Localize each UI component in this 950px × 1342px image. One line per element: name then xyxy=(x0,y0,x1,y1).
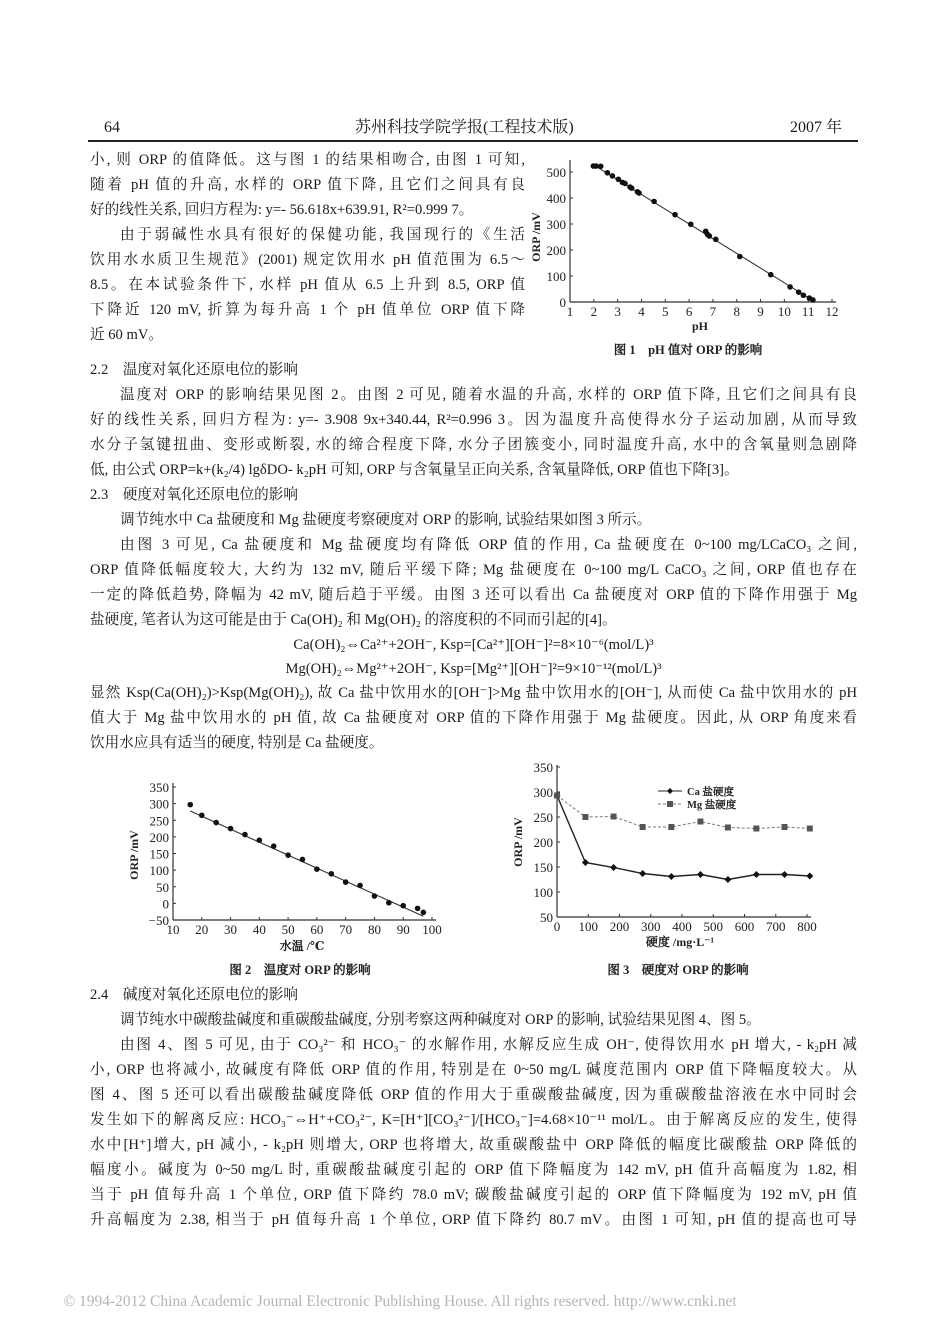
x-tick-label: 80 xyxy=(367,922,381,937)
data-point xyxy=(228,826,234,832)
y-tick-label: 150 xyxy=(533,860,553,875)
data-point xyxy=(753,826,759,832)
y-axis-title: ORP /mV xyxy=(529,212,543,262)
text-line: 升高幅度为 2.38, 相当于 pH 值每升高 1 个单位, ORP 值下降约 80.7 mV。由图 1 可知, pH 值的提高也可导 xyxy=(90,1212,857,1228)
x-tick-label: 0 xyxy=(553,919,561,934)
text-line: 温度对 ORP 的影响结果见图 2。由图 2 可见, 随着水温的升高, 水样的 ORP 值下降, 且它们之间具有良 xyxy=(120,387,857,403)
section-heading: 2.4 碱度对氧化还原电位的影响 xyxy=(90,987,298,1003)
data-point xyxy=(796,289,802,295)
data-point xyxy=(213,820,219,826)
text-line: 图 4、图 5 还可以看出碳酸盐碱度降低 ORP 值的作用大于重碳酸盐碱度, 因为重碳酸盐溶液在水中同时会 xyxy=(90,1087,857,1103)
data-point xyxy=(372,893,378,899)
data-point xyxy=(672,212,678,218)
text-line: 由于弱碱性水具有很好的保健功能, 我国现行的《生活 xyxy=(120,227,525,243)
data-point xyxy=(285,852,291,858)
x-tick-label: 7 xyxy=(709,304,717,319)
x-tick-label: 12 xyxy=(825,304,839,319)
data-point xyxy=(707,233,713,239)
data-point xyxy=(806,873,813,880)
text-line: ORP 值降低幅度较大, 大约为 132 mV, 随后平缓下降; Mg 盐硬度在 0~100 mg/L CaCO₃ 之间, ORP 值也存在 xyxy=(90,562,857,578)
x-tick-label: 3 xyxy=(614,304,621,319)
x-tick-label: 30 xyxy=(224,922,238,937)
y-tick-label: 250 xyxy=(149,813,169,829)
x-tick-label: 50 xyxy=(281,922,295,937)
data-point xyxy=(610,864,617,871)
y-tick-label: 100 xyxy=(533,885,553,900)
x-tick-label: 10 xyxy=(777,304,791,319)
x-tick-label: 500 xyxy=(703,919,723,934)
x-tick-label: 70 xyxy=(339,922,353,937)
text-line: 8.5。在本试验条件下, 水样 pH 值从 6.5 上升到 8.5, ORP 值 xyxy=(90,277,525,293)
copyright-footer: © 1994-2012 China Academic Journal Electronic Publishing House. All rights reserved. http://www.cnki.net xyxy=(63,1293,737,1310)
text-line: 盐硬度, 笔者认为这可能是由于 Ca(OH)₂ 和 Mg(OH)₂ 的溶度积的不同而引起的[4]。 xyxy=(90,612,617,628)
text-line: 显然 Ksp(Ca(OH)₂)>Ksp(Mg(OH)₂), 故 Ca 盐中饮用水的[OH⁻]>Mg 盐中饮用水的[OH⁻], 从而使 Ca 盐中饮用水的 pH xyxy=(90,685,857,701)
y-tick-label: 150 xyxy=(149,846,169,862)
text-line: 值大于 Mg 盐中饮用水的 pH 值, 故 Ca 盐硬度对 ORP 值的下降作用强于 Mg 盐硬度。因此, 从 ORP 角度来看 xyxy=(90,710,857,726)
data-point xyxy=(415,906,421,912)
data-point xyxy=(639,870,646,877)
text-line: 饮用水水质卫生规范》(2001) 规定饮用水 pH 值范围为 6.5～ xyxy=(90,252,525,268)
fig1-chart xyxy=(570,160,836,303)
data-point xyxy=(737,254,743,260)
x-tick-label: 600 xyxy=(734,919,755,934)
x-tick-label: 4 xyxy=(638,304,645,319)
data-point xyxy=(605,170,611,176)
x-axis-title: 硬度 /mg·L⁻¹ xyxy=(645,935,715,949)
data-point xyxy=(724,876,731,883)
text-line: 当于 pH 值每升高 1 个单位, ORP 值下降约 78.0 mV; 碳酸盐碱度引起的 ORP 值下降幅度为 192 mV, pH 值 xyxy=(90,1187,857,1203)
fig3-chart xyxy=(554,765,814,917)
y-tick-label: 300 xyxy=(533,785,553,800)
y-tick-label: 50 xyxy=(156,879,169,895)
text-line: 水中[H⁺]增大, pH 减小, - k₂pH 则增大, ORP 也将增大, 故重碳酸盐中 ORP 降低的幅度比碳酸盐 ORP 降低的 xyxy=(90,1137,857,1153)
y-tick-label: 500 xyxy=(546,165,566,180)
y-tick-label: 100 xyxy=(149,863,169,879)
text-line: 水分子氢键扭曲、变形或断裂, 水的缔合程度下降, 水分子团簇变小, 同时温度升高, 水中的含氧量则急剧降 xyxy=(90,437,857,453)
x-axis-title: 水温 /℃ xyxy=(279,939,325,953)
text-line: 饮用水应具有适当的硬度, 特别是 Ca 盐硬度。 xyxy=(90,735,384,751)
y-tick-label: 0 xyxy=(559,295,566,310)
equation: Ca(OH)₂⇔Ca²⁺+2OH⁻, Ksp=[Ca²⁺][OH⁻]²=8×10⁻⁶(mol/L)³ xyxy=(293,637,654,653)
text-line: 幅度小。碱度为 0~50 mg/L 时, 重碳酸盐碱度引起的 ORP 值下降幅度为 142 mV, pH 值升高幅度为 1.82, 相 xyxy=(90,1162,857,1178)
x-axis-title: pH xyxy=(691,319,709,333)
x-tick-label: 1 xyxy=(566,304,574,319)
y-tick-label: 100 xyxy=(546,269,566,284)
text-line: 一定的降低趋势, 降幅为 42 mV, 随后趋于平缓。由图 3 还可以看出 Ca 盐硬度对 ORP 值的下降作用强于 Mg xyxy=(90,587,857,603)
y-tick-label: 0 xyxy=(162,896,169,912)
data-point xyxy=(782,824,788,830)
text-line: 低, 由公式 ORP=k+(k₂/4) lgδDO- k₂pH 可知, ORP 与含氧量呈正向关系, 含氧量降低, ORP 值也下降[3]。 xyxy=(90,462,739,478)
data-point xyxy=(386,900,392,906)
legend-marker xyxy=(667,801,673,807)
journal-title: 苏州科技学院学报(工程技术版) xyxy=(355,119,574,136)
data-point xyxy=(598,163,604,169)
x-tick-label: 800 xyxy=(797,919,817,934)
text-line: 好的线性关系, 回归方程为: y=- 56.618x+639.91, R²=0.999 7。 xyxy=(90,202,474,218)
data-point xyxy=(651,199,657,205)
text-line: 小, ORP 也将减小, 故碱度有降低 ORP 值的作用, 特别是在 0~50 mg/L 碱度范围内 ORP 值下降幅度较大。从 xyxy=(90,1062,857,1078)
data-point xyxy=(593,163,599,169)
x-tick-label: 6 xyxy=(685,304,693,319)
data-point xyxy=(636,190,642,196)
text-line: 由图 4、图 5 可见, 由于 CO₃²⁻ 和 HCO₃⁻ 的水解作用, 水解反应生成 OH⁻, 使得饮用水 pH 增大, - k₂pH 减 xyxy=(120,1037,857,1053)
x-tick-label: 200 xyxy=(609,919,630,934)
text-line: 小, 则 ORP 的值降低。这与图 1 的结果相吻合, 由图 1 可知, xyxy=(90,152,525,168)
text-line: 由图 3 可见, Ca 盐硬度和 Mg 盐硬度均有降低 ORP 值的作用, Ca 盐硬度在 0~100 mg/LCaCO₃ 之间, xyxy=(120,537,857,553)
text-line: 发生如下的解离反应: HCO₃⁻⇔H⁺+CO₃²⁻, K=[H⁺][CO₃²⁻]/[HCO₃⁻]=4.68×10⁻¹¹ mol/L。由于解离反应的发生, 使得 xyxy=(90,1112,857,1128)
journal-year: 2007 年 xyxy=(790,119,843,136)
y-tick-label: 350 xyxy=(149,780,169,795)
data-point xyxy=(421,910,427,916)
data-point xyxy=(629,185,635,191)
section-heading: 2.2 温度对氧化还原电位的影响 xyxy=(90,362,298,378)
y-tick-label: −50 xyxy=(148,913,169,928)
data-point xyxy=(582,859,589,866)
x-tick-label: 9 xyxy=(757,304,764,319)
data-point xyxy=(271,843,277,849)
data-point xyxy=(611,814,617,820)
x-tick-label: 700 xyxy=(766,919,786,934)
x-tick-label: 11 xyxy=(801,304,815,319)
data-point xyxy=(801,292,807,298)
x-tick-label: 20 xyxy=(195,922,209,937)
text-line: 调节纯水中 Ca 盐硬度和 Mg 盐硬度考察硬度对 ORP 的影响, 试验结果如图 3 所示。 xyxy=(120,512,652,528)
text-line: 调节纯水中碳酸盐碱度和重碳酸盐碱度, 分别考察这两种碱度对 ORP 的影响, 试验结果见图 4、图 5。 xyxy=(120,1012,761,1028)
y-tick-label: 400 xyxy=(546,191,566,206)
y-axis-title: ORP /mV xyxy=(511,817,525,867)
legend-label: Ca 盐硬度 xyxy=(687,787,734,798)
x-tick-label: 90 xyxy=(396,922,410,937)
series-line-mg xyxy=(557,796,810,829)
data-point xyxy=(242,832,248,838)
data-point xyxy=(725,825,731,831)
data-point xyxy=(668,824,674,830)
data-point xyxy=(400,903,406,909)
figure-caption: 图 1 pH 值对 ORP 的影响 xyxy=(613,343,763,357)
data-point xyxy=(781,871,788,878)
data-point xyxy=(768,272,774,278)
x-tick-label: 300 xyxy=(641,919,661,934)
series-line-ca xyxy=(557,796,810,880)
y-tick-label: 200 xyxy=(533,835,553,850)
data-point xyxy=(610,173,616,179)
data-point xyxy=(554,793,560,799)
text-line: 好的线性关系, 回归方程为: y=- 3.908 9x+340.44, R²=0.996 3。因为温度升高使得水分子运动加剧, 从而导致 xyxy=(90,412,857,428)
x-tick-label: 60 xyxy=(310,922,324,937)
data-point xyxy=(753,871,760,878)
text-line: 下降近 120 mV, 折算为每升高 1 个 pH 值单位 ORP 值下降 xyxy=(90,302,525,318)
figure-caption: 图 2 温度对 ORP 的影响 xyxy=(229,963,371,977)
x-tick-label: 40 xyxy=(252,922,266,937)
y-axis-title: ORP /mV xyxy=(127,830,141,880)
data-point xyxy=(187,802,193,808)
x-tick-label: 2 xyxy=(590,304,598,319)
y-tick-label: 50 xyxy=(540,910,553,925)
data-point xyxy=(622,181,628,187)
x-tick-label: 100 xyxy=(578,919,598,934)
x-tick-label: 400 xyxy=(672,919,692,934)
x-tick-label: 5 xyxy=(662,304,669,319)
figure-caption: 图 3 硬度对 ORP 的影响 xyxy=(607,963,749,977)
page-number: 64 xyxy=(104,119,120,136)
equation: Mg(OH)₂⇔Mg²⁺+2OH⁻, Ksp=[Mg²⁺][OH⁻]²=9×10⁻¹²(mol/L)³ xyxy=(285,661,662,677)
data-point xyxy=(688,221,694,227)
data-point xyxy=(697,819,703,825)
y-tick-label: 300 xyxy=(546,217,566,232)
data-point xyxy=(343,879,349,885)
y-tick-label: 200 xyxy=(546,243,566,258)
data-point xyxy=(328,871,334,877)
data-point xyxy=(697,871,704,878)
data-point xyxy=(300,857,306,863)
text-line: 随着 pH 值的升高, 水样的 ORP 值下降, 且它们之间具有良 xyxy=(90,177,525,193)
data-point xyxy=(668,873,675,880)
y-tick-label: 250 xyxy=(533,810,553,825)
data-point xyxy=(640,824,646,830)
y-tick-label: 300 xyxy=(149,796,169,812)
legend-label: Mg 盐硬度 xyxy=(687,800,737,811)
x-tick-label: 8 xyxy=(733,304,740,319)
data-point xyxy=(314,866,320,872)
data-point xyxy=(199,812,205,818)
data-point xyxy=(357,883,363,889)
legend-marker xyxy=(667,788,673,794)
fig2-chart xyxy=(173,783,436,920)
data-point xyxy=(713,237,719,243)
y-tick-label: 200 xyxy=(149,829,169,845)
y-tick-label: 350 xyxy=(533,760,553,775)
data-point xyxy=(807,826,813,832)
data-point xyxy=(810,297,816,303)
section-heading: 2.3 硬度对氧化还原电位的影响 xyxy=(90,487,298,503)
text-line: 近 60 mV。 xyxy=(90,327,163,343)
x-tick-label: 10 xyxy=(166,922,180,937)
data-point xyxy=(257,837,263,843)
data-point xyxy=(582,814,588,820)
x-tick-label: 100 xyxy=(422,922,442,937)
data-point xyxy=(787,284,793,290)
